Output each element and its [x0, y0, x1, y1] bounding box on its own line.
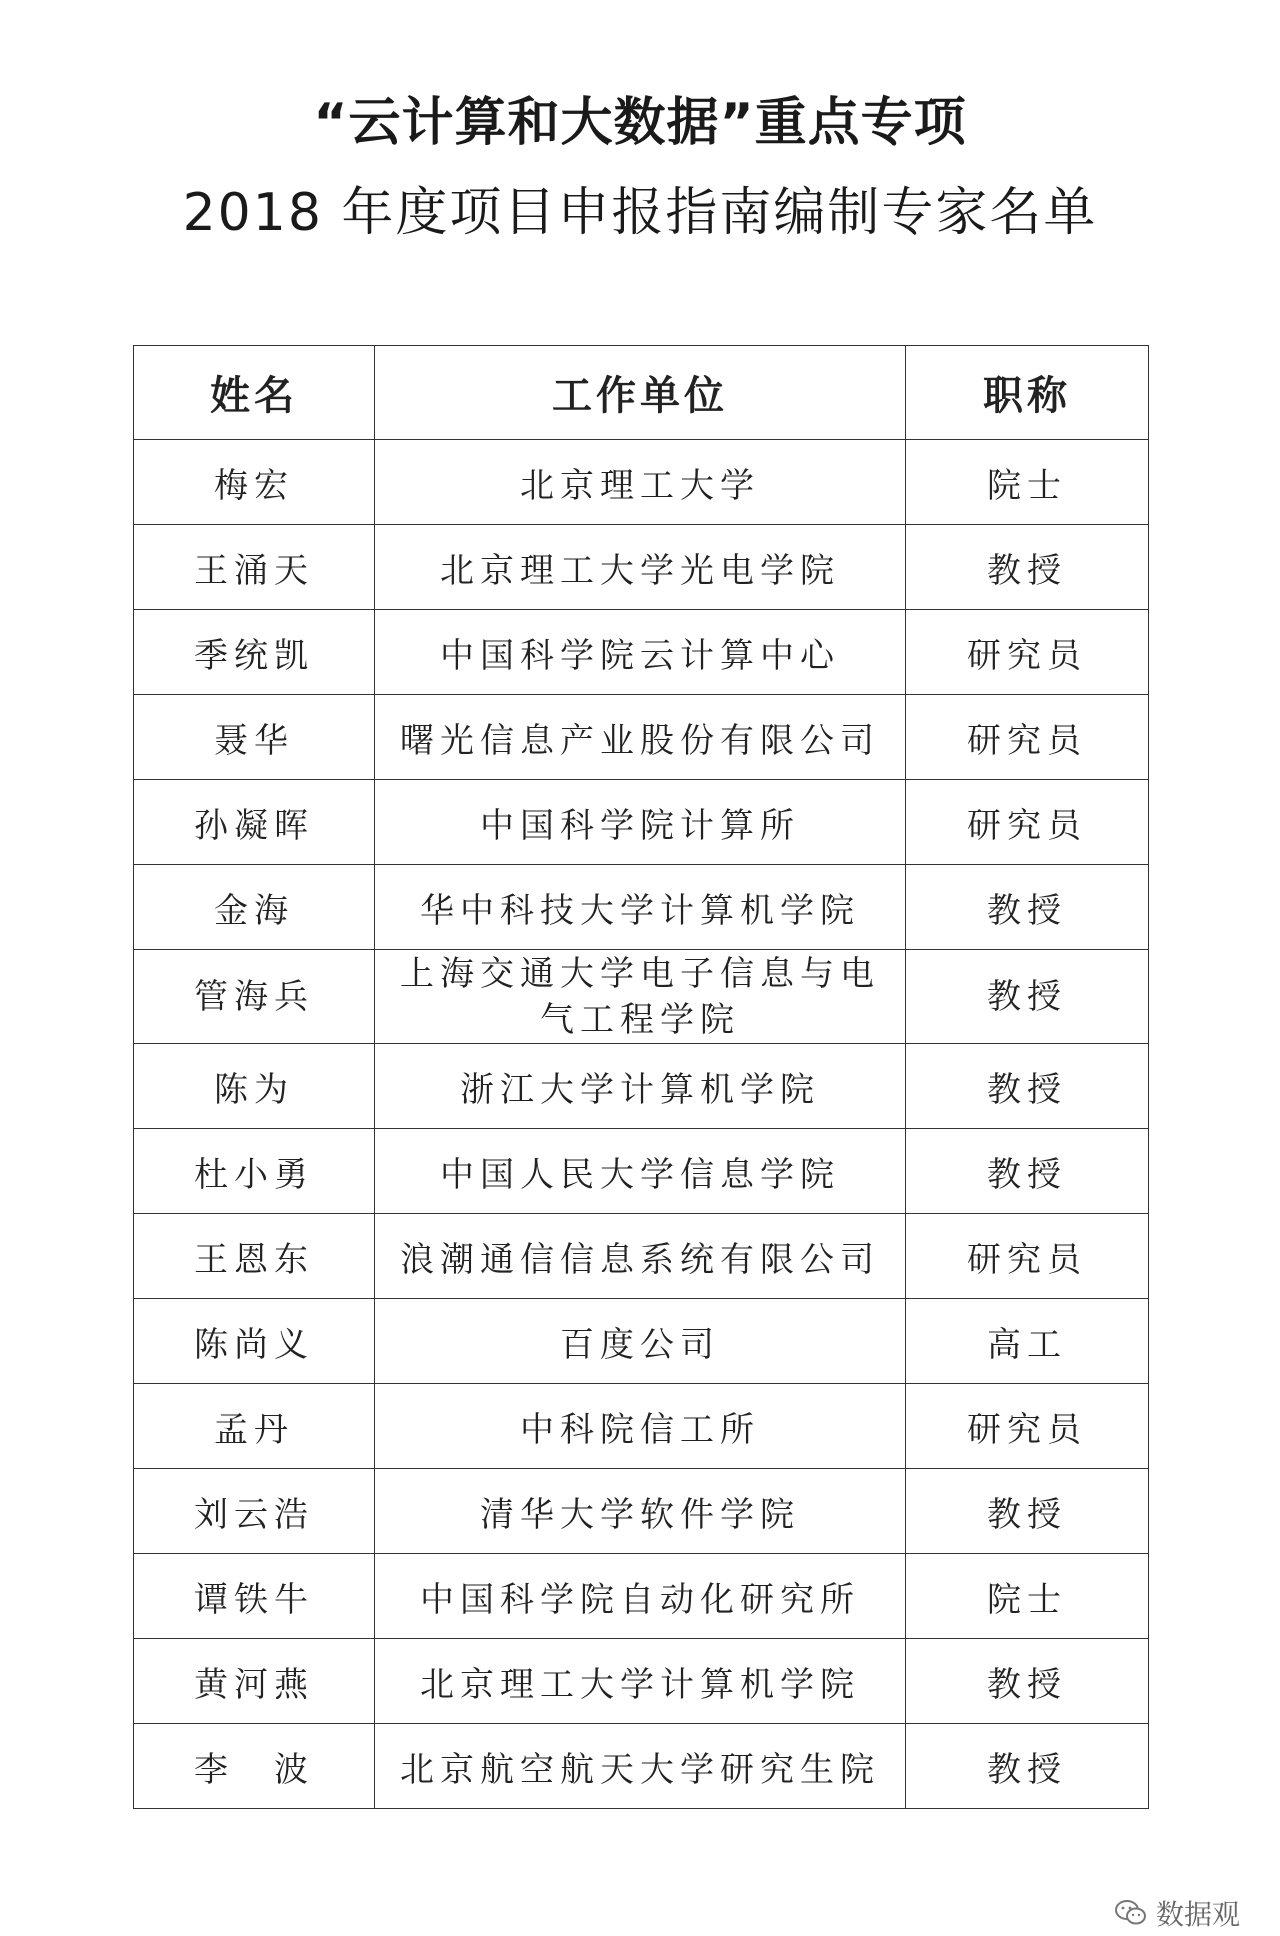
cell-unit: 中国人民大学信息学院 [375, 1129, 906, 1214]
cell-name: 管海兵 [134, 950, 375, 1044]
cell-unit: 华中科技大学计算机学院 [375, 865, 906, 950]
document-title [0, 78, 1280, 258]
cell-title: 院士 [906, 1554, 1149, 1639]
cell-title: 教授 [906, 1044, 1149, 1129]
table-row [134, 1129, 1149, 1214]
table-header-row [134, 346, 1149, 440]
cell-name: 孙凝晖 [134, 780, 375, 865]
cell-title: 研究员 [906, 780, 1149, 865]
cell-name: 黄河燕 [134, 1639, 375, 1724]
cell-title: 研究员 [906, 695, 1149, 780]
table-row [134, 695, 1149, 780]
cell-title: 研究员 [906, 610, 1149, 695]
table-row [134, 1724, 1149, 1809]
cell-title: 研究员 [906, 1384, 1149, 1469]
cell-name: 谭铁牛 [134, 1554, 375, 1639]
cell-title: 教授 [906, 950, 1149, 1044]
table-row [134, 1044, 1149, 1129]
cell-unit: 浪潮通信信息系统有限公司 [375, 1214, 906, 1299]
cell-unit: 中国科学院计算所 [375, 780, 906, 865]
cell-name: 孟丹 [134, 1384, 375, 1469]
header-unit: 工作单位 [375, 346, 906, 440]
cell-title: 教授 [906, 1469, 1149, 1554]
cell-title: 研究员 [906, 1214, 1149, 1299]
cell-title: 教授 [906, 1724, 1149, 1809]
table-row [134, 1554, 1149, 1639]
cell-unit: 中科院信工所 [375, 1384, 906, 1469]
cell-unit: 北京理工大学计算机学院 [375, 1639, 906, 1724]
expert-table [133, 345, 1149, 1809]
cell-title: 高工 [906, 1299, 1149, 1384]
cell-unit: 中国科学院自动化研究所 [375, 1554, 906, 1639]
cell-unit: 北京理工大学光电学院 [375, 525, 906, 610]
title-line-1: “云计算和大数据”重点专项 [313, 93, 967, 153]
cell-name: 杜小勇 [134, 1129, 375, 1214]
table-row [134, 865, 1149, 950]
cell-name: 金海 [134, 865, 375, 950]
cell-title: 教授 [906, 1129, 1149, 1214]
cell-name: 陈为 [134, 1044, 375, 1129]
cell-name: 刘云浩 [134, 1469, 375, 1554]
header-title: 职称 [906, 346, 1149, 440]
wechat-icon [1114, 1898, 1148, 1928]
cell-title: 教授 [906, 1639, 1149, 1724]
table-row [134, 1384, 1149, 1469]
cell-name: 李 波 [134, 1724, 375, 1809]
cell-unit: 中国科学院云计算中心 [375, 610, 906, 695]
cell-unit: 浙江大学计算机学院 [375, 1044, 906, 1129]
cell-title: 院士 [906, 440, 1149, 525]
cell-title: 教授 [906, 525, 1149, 610]
table-row [134, 440, 1149, 525]
cell-unit: 上海交通大学电子信息与电气工程学院 [375, 950, 906, 1044]
watermark-text: 数据观 [1155, 1898, 1240, 1931]
cell-unit: 北京航空航天大学研究生院 [375, 1724, 906, 1809]
table-row [134, 525, 1149, 610]
cell-unit: 北京理工大学 [375, 440, 906, 525]
cell-unit: 清华大学软件学院 [375, 1469, 906, 1554]
cell-name: 王恩东 [134, 1214, 375, 1299]
title-line-2: 2018 年度项目申报指南编制专家名单 [182, 183, 1098, 243]
cell-name: 陈尚义 [134, 1299, 375, 1384]
table-row [134, 1639, 1149, 1724]
cell-unit: 曙光信息产业股份有限公司 [375, 695, 906, 780]
table-row [134, 1214, 1149, 1299]
cell-name: 王涌天 [134, 525, 375, 610]
table-row [134, 1299, 1149, 1384]
cell-name: 聂华 [134, 695, 375, 780]
table-row [134, 780, 1149, 865]
header-name: 姓名 [134, 346, 375, 440]
table-row [134, 610, 1149, 695]
cell-unit: 百度公司 [375, 1299, 906, 1384]
cell-name: 梅宏 [134, 440, 375, 525]
cell-title: 教授 [906, 865, 1149, 950]
cell-name: 季统凯 [134, 610, 375, 695]
table-row [134, 950, 1149, 1044]
watermark [1114, 1893, 1240, 1933]
table-row [134, 1469, 1149, 1554]
